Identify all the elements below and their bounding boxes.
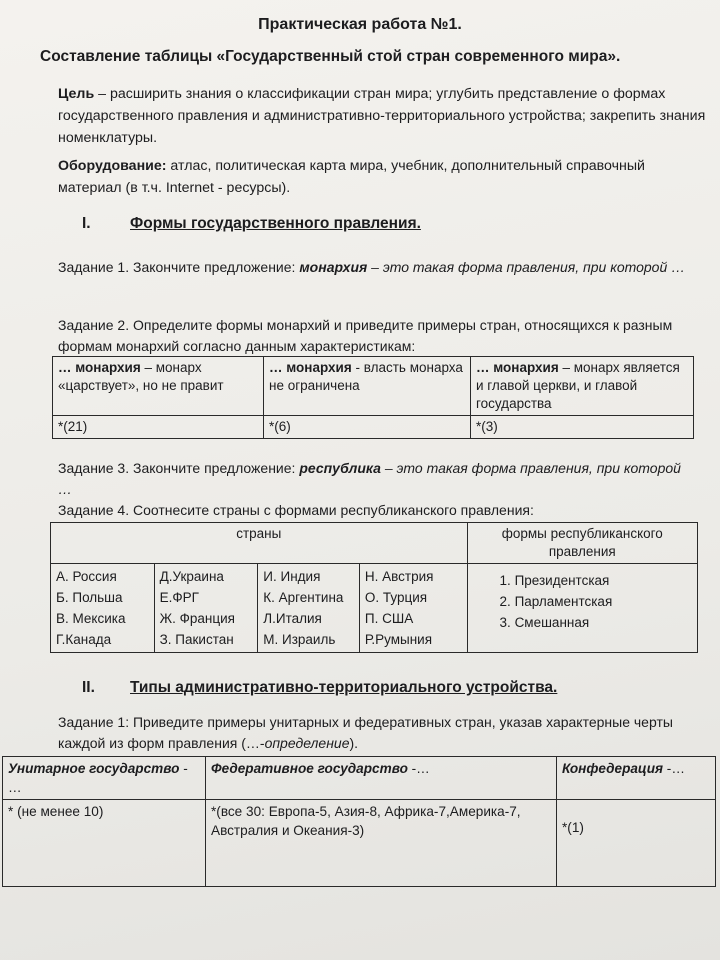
country-item: Б. Польша	[56, 590, 123, 605]
confederation-header: Конфедерация -…	[557, 757, 716, 800]
table-row	[53, 416, 694, 439]
section-2-number: II.	[82, 679, 95, 696]
country-item: М. Израиль	[263, 632, 336, 647]
country-item: В. Мексика	[56, 611, 126, 626]
country-item: К. Аргентина	[263, 590, 344, 605]
monarchy-table	[52, 356, 694, 439]
list-item: 1. Президентская	[515, 570, 692, 591]
task-3	[58, 458, 698, 500]
unitary-header: Унитарное государство - …	[3, 757, 206, 800]
section-1-number: I.	[82, 215, 91, 232]
country-item: О. Турция	[364, 590, 428, 605]
monarchy-count-1: *(21)	[53, 416, 264, 439]
countries-header: страны	[51, 523, 468, 564]
republic-table	[50, 522, 698, 653]
section-1-heading	[82, 215, 421, 233]
monarchy-count-3: *(3)	[471, 416, 694, 439]
country-item: Н. Австрия	[364, 569, 434, 584]
task-1-term: монархия	[299, 259, 368, 275]
country-item: И. Индия	[263, 569, 321, 584]
country-item: З. Пакистан	[159, 632, 234, 647]
task-1	[58, 257, 698, 278]
list-item: 2. Парламентская	[515, 591, 692, 612]
task-5-suffix: ).	[349, 735, 359, 751]
section-2-heading	[82, 679, 557, 697]
monarchy-cell-3: … монархия – монарх является и главой церкви, и главой государства	[471, 357, 694, 416]
country-item: Л.Италия	[263, 611, 322, 626]
countries-col-1	[51, 564, 155, 653]
task-5-italic: определение	[264, 735, 350, 751]
list-item: 3. Смешанная	[515, 612, 692, 633]
federal-header: Федеративное государство -…	[206, 757, 557, 800]
table-row	[53, 357, 694, 416]
table-row	[51, 564, 698, 653]
countries-col-3	[258, 564, 360, 653]
page-title: Практическая работа №1.	[258, 16, 462, 33]
task-3-prefix: Задание 3. Закончите предложение:	[58, 460, 300, 476]
task-2: Задание 2. Определите формы монархий и приведите примеры стран, относящихся к разным формам монархий согласно данным характеристикам:	[58, 317, 673, 354]
country-item: Е.ФРГ	[159, 590, 199, 605]
table-row	[3, 800, 716, 887]
goal-label: Цель	[58, 86, 95, 102]
country-item: Ж. Франция	[159, 611, 235, 626]
task-1-prefix: Задание 1. Закончите предложение:	[58, 259, 300, 275]
goal-text: – расширить знания о классификации стран мира; углубить представление о формах государственного правления и административно-территориального устройства; закрепить знания номенклатуры.	[58, 86, 706, 146]
section-2-title: Типы административно-территориального устройства.	[130, 679, 558, 696]
task-5-prefix: Задание 1: Приведите примеры унитарных и федеративных стран, указав характерные черты каждой из форм правления (…-	[58, 714, 673, 751]
goal-paragraph	[58, 83, 708, 149]
page-subtitle: Составление таблицы «Государственный стой стран современного мира».	[40, 48, 621, 65]
countries-col-4	[359, 564, 467, 653]
table-row	[51, 523, 698, 564]
task-4: Задание 4. Соотнесите страны с формами республиканского правления:	[58, 502, 534, 518]
monarchy-count-2: *(6)	[264, 416, 471, 439]
table-row	[3, 757, 716, 800]
equipment-paragraph	[58, 155, 708, 199]
countries-col-2	[154, 564, 258, 653]
task-1-definition: – это такая форма правления, при которой …	[367, 259, 686, 275]
country-item: Р.Румыния	[364, 632, 433, 647]
forms-header: формы республиканского правления	[467, 523, 697, 564]
country-item: А. Россия	[56, 569, 117, 584]
task-5	[58, 712, 708, 754]
forms-list	[473, 570, 692, 633]
equipment-label: Оборудование:	[58, 158, 167, 174]
federal-cell: *(все 30: Европа-5, Азия-8, Африка-7,Америка-7, Австралия и Океания-3)	[206, 800, 557, 887]
equipment-text: атлас, политическая карта мира, учебник, дополнительный справочный материал (в т.ч. Internet - ресурсы).	[58, 158, 645, 196]
monarchy-cell-1: … монархия – монарх «царствует», но не правит	[53, 357, 264, 416]
section-1-title: Формы государственного правления.	[130, 215, 421, 232]
country-item: Г.Канада	[56, 632, 112, 647]
forms-list-cell	[467, 564, 697, 653]
state-structure-table	[2, 756, 716, 887]
confederation-cell: *(1)	[557, 800, 716, 887]
country-item: Д.Украина	[159, 569, 224, 584]
unitary-cell: * (не менее 10)	[3, 800, 206, 887]
monarchy-cell-2: … монархия - власть монарха не ограничена	[264, 357, 471, 416]
task-3-term: республика	[299, 460, 381, 476]
country-item: П. США	[364, 611, 414, 626]
task-3-definition: – это такая форма правления, при которой …	[58, 460, 681, 497]
